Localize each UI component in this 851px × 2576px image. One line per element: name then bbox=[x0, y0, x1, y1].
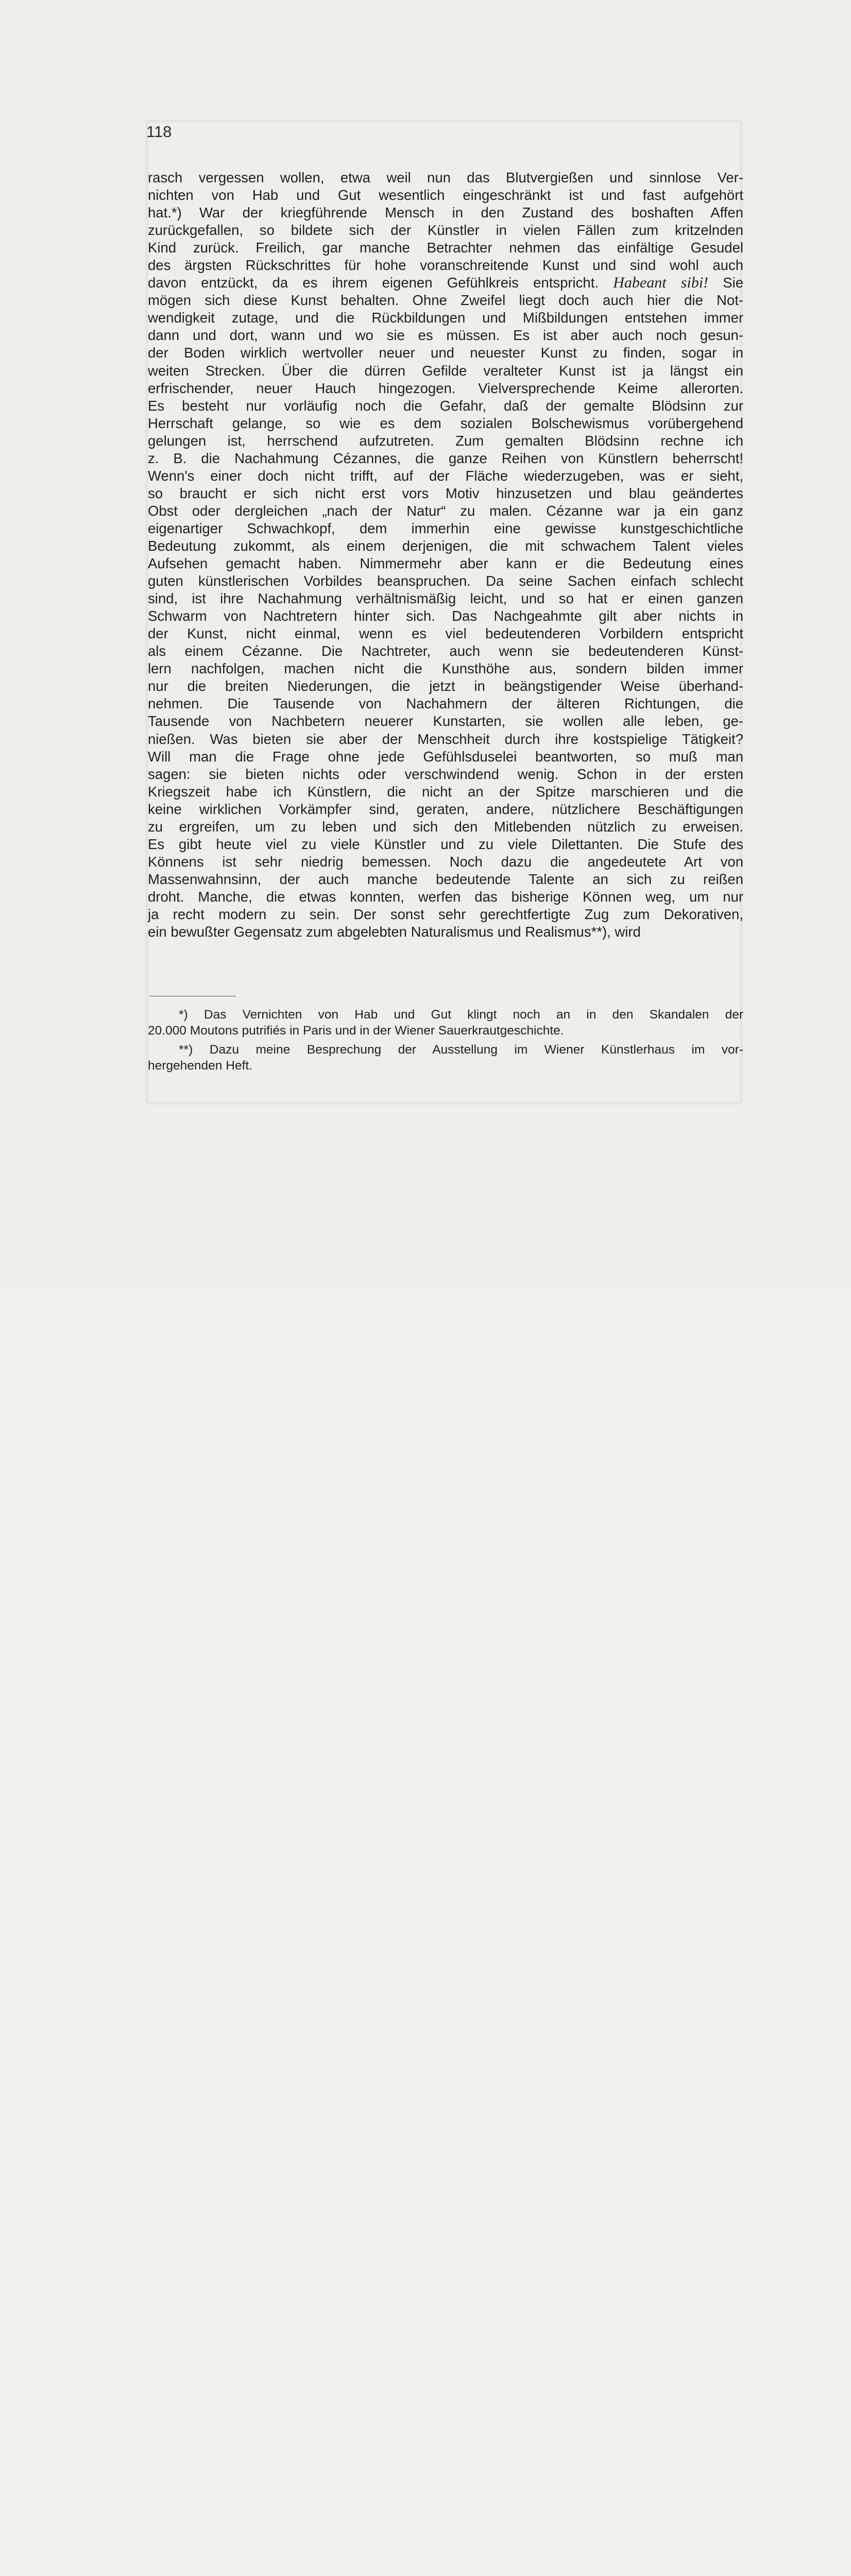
body-line bbox=[148, 169, 743, 187]
body-line-text: sagen: sie bieten nichts oder verschwindend wenig. Schon in der ersten bbox=[148, 766, 743, 782]
body-line-text: der Boden wirklich wertvoller neuer und neuester Kunst zu finden, sogar in bbox=[148, 345, 743, 361]
body-line-text: eigenartiger Schwachkopf, dem immerhin eine gewisse kunstgeschichtliche bbox=[148, 520, 743, 536]
body-line-text: gelungen ist, herrschend aufzutreten. Zum gemalten Blödsinn rechne ich bbox=[148, 432, 743, 449]
body-line-text: keine wirklichen Vorkämpfer sind, geraten, andere, nützlichere Beschäftigungen bbox=[148, 801, 743, 817]
body-line bbox=[148, 853, 743, 871]
footnote bbox=[148, 1007, 743, 1039]
body-line bbox=[148, 888, 743, 906]
body-line bbox=[148, 625, 743, 642]
body-line bbox=[148, 607, 743, 625]
body-line-text: zurückgefallen, so bildete sich der Künstler in vielen Fällen zum kritzelnden bbox=[148, 222, 743, 239]
body-line bbox=[148, 801, 743, 818]
body-line bbox=[148, 818, 743, 836]
body-line bbox=[148, 187, 743, 204]
body-line-text: guten künstlerischen Vorbildes beanspruchen. Da seine Sachen einfach schlecht bbox=[148, 573, 743, 589]
body-line-text: Wenn's einer doch nicht trifft, auf der Fläche wiederzugeben, was er sieht, bbox=[148, 467, 743, 484]
body-line-text: Könnens ist sehr niedrig bemessen. Noch dazu die angedeutete Art von bbox=[148, 853, 743, 870]
footnote bbox=[148, 1042, 743, 1074]
body-line-text: so braucht er sich nicht erst vors Motiv hinzusetzen und blau geändertes bbox=[148, 485, 743, 501]
body-line-text: nehmen. Die Tausende von Nachahmern der älteren Richtungen, die bbox=[148, 696, 743, 712]
body-line bbox=[148, 537, 743, 555]
body-line-text: als einem Cézanne. Die Nachtreter, auch wenn sie bedeutenderen Künst- bbox=[148, 643, 743, 659]
italic-trailing-text: Sie bbox=[708, 275, 744, 291]
body-line bbox=[148, 415, 743, 432]
body-line bbox=[148, 783, 743, 801]
body-line-text: droht. Manche, die etwas konnten, werfen das bisherige Können weg, um nur bbox=[148, 888, 743, 905]
body-line-text: der Kunst, nicht einmal, wenn es viel bedeutenderen Vorbildern entspricht bbox=[148, 625, 743, 642]
body-line-text: erfrischender, neuer Hauch hingezogen. Vielversprechende Keime allerorten. bbox=[148, 380, 743, 396]
body-line bbox=[148, 836, 743, 853]
body-line-text: Es gibt heute viel zu viele Künstler und zu viele Dilettanten. Die Stufe des bbox=[148, 836, 743, 852]
body-line bbox=[148, 642, 743, 660]
body-line bbox=[148, 467, 743, 485]
body-line bbox=[148, 660, 743, 677]
page-number: 118 bbox=[146, 123, 172, 141]
body-line-text: ja recht modern zu sein. Der sonst sehr gerechtfertigte Zug zum Dekorativen, bbox=[148, 906, 743, 922]
body-line-text: Kind zurück. Freilich, gar manche Betrachter nehmen das einfältige Gesudel bbox=[148, 240, 743, 256]
body-line-text: z. B. die Nachahmung Cézannes, die ganze Reihen von Künstlern beherrscht! bbox=[148, 450, 743, 466]
footnote-line: **) Dazu meine Besprechung der Ausstellung im Wiener Künstlerhaus im vor- bbox=[179, 1043, 743, 1057]
body-line-text: Massenwahnsinn, der auch manche bedeutende Talente an sich zu reißen bbox=[148, 871, 743, 887]
body-line-text: mögen sich diese Kunst behalten. Ohne Zweifel liegt doch auch hier die Not- bbox=[148, 292, 743, 309]
body-line-text: Schwarm von Nachtretern hinter sich. Das Nachgeahmte gilt aber nichts in bbox=[148, 608, 743, 624]
body-line bbox=[148, 590, 743, 607]
body-line bbox=[148, 450, 743, 467]
body-text bbox=[148, 169, 743, 941]
body-line bbox=[148, 502, 743, 520]
body-line bbox=[148, 397, 743, 415]
body-line bbox=[148, 309, 743, 327]
footnotes bbox=[148, 1007, 743, 1077]
body-line-text: Will man die Frage ohne jede Gefühlsduselei beantworten, so muß man bbox=[148, 748, 743, 765]
body-line-text: Obst oder dergleichen „nach der Natur“ zu malen. Cézanne war ja ein ganz bbox=[148, 502, 743, 519]
body-line-text: nießen. Was bieten sie aber der Menschheit durch ihre kostspielige Tätigkeit? bbox=[148, 731, 743, 747]
body-line bbox=[148, 677, 743, 695]
body-line bbox=[148, 432, 743, 450]
body-line-text: lern nachfolgen, machen nicht die Kunsthöhe aus, sondern bilden immer bbox=[148, 660, 743, 677]
body-line-text: hat.*) War der kriegführende Mensch in den Zustand des boshaften Affen bbox=[148, 205, 743, 221]
footer-bar bbox=[0, 1288, 851, 1349]
body-line-text: ein bewußter Gegensatz zum abgelebten Naturalismus und Realismus**), wird bbox=[148, 924, 641, 940]
body-line bbox=[148, 222, 743, 239]
body-line bbox=[148, 695, 743, 713]
body-line bbox=[148, 380, 743, 397]
body-line-text: zu ergreifen, um zu leben und sich den Mitlebenden nützlich zu erweisen. bbox=[148, 818, 743, 835]
body-line bbox=[148, 766, 743, 783]
body-line bbox=[148, 344, 743, 362]
body-line bbox=[148, 923, 743, 941]
body-line bbox=[148, 239, 743, 257]
body-line bbox=[148, 555, 743, 572]
body-line-text: nur die breiten Niederungen, die jetzt in beängstigender Weise überhand- bbox=[148, 678, 743, 694]
body-line bbox=[148, 906, 743, 923]
body-line-text: dann und dort, wann und wo sie es müssen. Es ist aber auch noch gesun- bbox=[148, 327, 743, 344]
footnote-line: hergehenden Heft. bbox=[148, 1059, 252, 1073]
body-line bbox=[148, 871, 743, 888]
body-line-text: weiten Strecken. Über die dürren Gefilde veralteter Kunst ist ja längst ein bbox=[148, 362, 743, 379]
italic-phrase: Habeant sibi! bbox=[613, 274, 709, 292]
body-line bbox=[148, 274, 743, 292]
body-line bbox=[148, 731, 743, 748]
body-line-text: rasch vergessen wollen, etwa weil nun das Blutvergießen und sinnlose Ver- bbox=[148, 170, 743, 185]
body-line-text: wendigkeit zutage, und die Rückbildungen und Mißbildungen entstehen immer bbox=[148, 310, 743, 326]
body-line bbox=[148, 713, 743, 730]
body-line bbox=[148, 292, 743, 309]
body-line-text: Es besteht nur vorläufig noch die Gefahr, daß der gemalte Blödsinn zur bbox=[148, 397, 743, 414]
body-line-text: Herrschaft gelange, so wie es dem sozialen Bolschewismus vorübergehend bbox=[148, 415, 743, 431]
body-line-text: davon entzückt, da es ihrem eigenen Gefühlkreis entspricht. bbox=[148, 275, 599, 291]
body-line-text: Bedeutung zukommt, als einem derjenigen, die mit schwachem Talent vieles bbox=[148, 537, 743, 554]
body-line bbox=[148, 748, 743, 766]
footnote-line: *) Das Vernichten von Hab und Gut klingt noch an in den Skandalen der bbox=[179, 1008, 743, 1022]
body-line bbox=[148, 362, 743, 380]
body-line-text: Kriegszeit habe ich Künstlern, die nicht an der Spitze marschieren und die bbox=[148, 783, 743, 800]
body-line-text: des ärgsten Rückschrittes für hohe voranschreitende Kunst und sind wohl auch bbox=[148, 257, 743, 274]
body-line bbox=[148, 257, 743, 274]
body-line bbox=[148, 572, 743, 590]
body-line-text: Aufsehen gemacht haben. Nimmermehr aber kann er die Bedeutung eines bbox=[148, 555, 743, 572]
body-line bbox=[148, 520, 743, 537]
body-line bbox=[148, 204, 743, 222]
body-line-text: nichten von Hab und Gut wesentlich eingeschränkt ist und fast aufgehört bbox=[148, 187, 743, 204]
body-line bbox=[148, 485, 743, 502]
body-line-text: Tausende von Nachbetern neuerer Kunstarten, sie wollen alle leben, ge- bbox=[148, 713, 743, 730]
body-line-text: sind, ist ihre Nachahmung verhältnismäßig leicht, und so hat er einen ganzen bbox=[148, 590, 743, 607]
footnote-line: 20.000 Moutons putrifiés in Paris und in der Wiener Sauerkrautgeschichte. bbox=[148, 1024, 564, 1038]
body-line bbox=[148, 327, 743, 344]
